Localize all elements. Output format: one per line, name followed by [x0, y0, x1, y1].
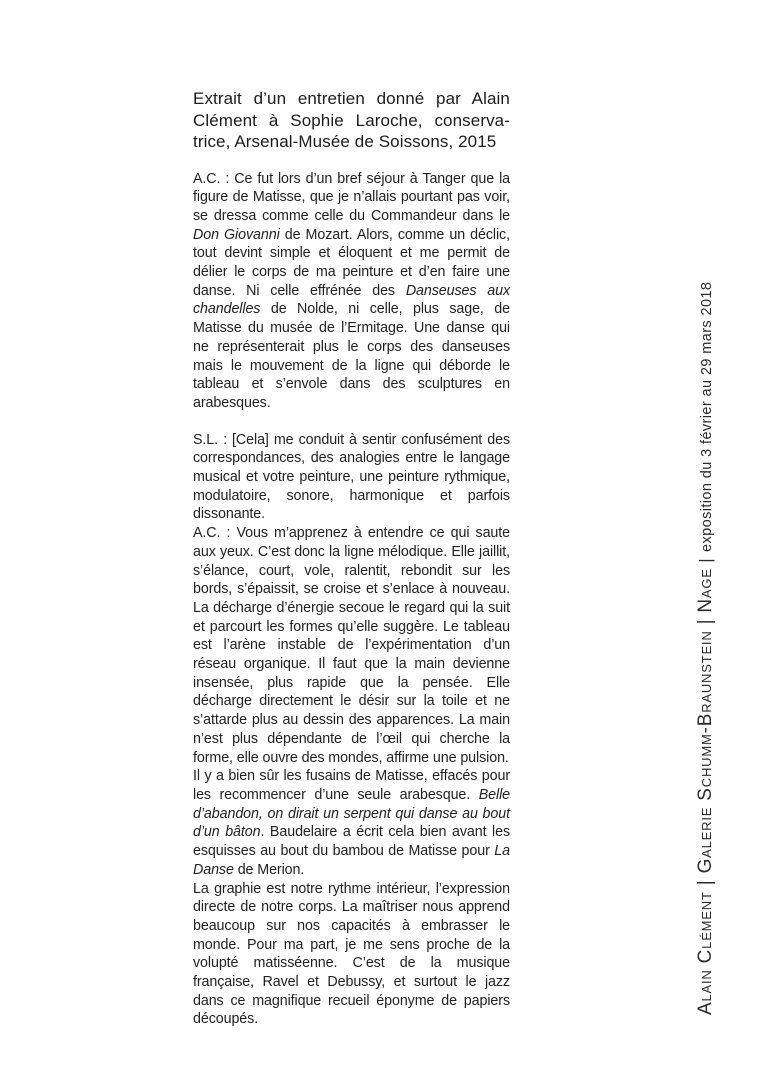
spine-separator: |: [696, 551, 715, 569]
text-segment: S.L. : [Cela] me conduit à sentir confusément des correspondances, des analogies entre le langage musical et votre peinture, une peinture rythmique, modulatoire, sonore, harmonique et parfois dissonante.: [193, 431, 510, 523]
paragraph: [193, 767, 510, 879]
title-line: trice, Arsenal-Musée de Soissons, 2015: [193, 132, 497, 151]
interview-article: [193, 88, 510, 1029]
spine-exhibition-dates: exposition du 3 février au 29 mars 2018: [699, 281, 715, 552]
paragraph: [193, 880, 510, 1030]
paragraph: [193, 524, 510, 767]
spine-vertical-text: [694, 281, 718, 1015]
title-line: Clément à Sophie Laroche, conserva-: [193, 110, 510, 130]
italic-text-segment: La Danse: [193, 843, 510, 878]
spine-artist-gallery-label: Alain Clément | Galerie Schumm-Braunstein | Nage: [695, 568, 716, 1015]
text-segment: de Mozart. Alors, comme un déclic, tout devint simple et éloquent et me permit de délier le corps de ma peinture et d’en faire une danse. Ni celle effrénée des: [193, 226, 510, 299]
article-body: [193, 170, 510, 1030]
text-segment: La graphie est notre rythme intérieur, l’expression directe de notre corps. La maîtriser nous apprend beaucoup sur nos capacités à embrasser le monde. Pour ma part, je me sens proche de la volupté matisséenne. C’est de la musique française, Ravel et Debussy, et surtout le jazz dans ce magnifique recueil éponyme de papiers découpés.: [193, 880, 510, 1028]
text-segment: . Baudelaire a écrit cela bien avant les esquisses au bout du bambou de Matisse pour: [193, 824, 510, 860]
text-segment: Il y a bien sûr les fusains de Matisse, effacés pour les recommencer d’une seule arabesque.: [193, 768, 510, 803]
italic-text-segment: Danseuses aux chandelles: [193, 282, 511, 318]
paragraph: [193, 170, 510, 413]
text-segment: de Nolde, ni celle, plus sage, de Matisse du musée de l’Ermitage. Une danse qui ne représenterait plus le corps des danseuses mais le mouvement de la ligne qui déborde le tableau et s’envole dans des sculptures en arabesques.: [193, 301, 510, 411]
text-segment: de Merion.: [233, 861, 305, 878]
text-segment: A.C. : Ce fut lors d’un bref séjour à Tanger que la figure de Matisse, que je n’allais pourtant pas voir, se dressa comme celle du Commandeur dans le: [193, 170, 510, 224]
italic-text-segment: Belle d’abandon, on dirait un serpent qui danse au bout d’un bâton: [193, 787, 510, 841]
title-line: Extrait d’un entretien donné par Alain: [193, 89, 510, 108]
paragraph: [193, 431, 510, 525]
text-segment: A.C. : Vous m’apprenez à entendre ce qui saute aux yeux. C’est donc la ligne mélodique. Elle jaillit, s’élance, court, vole, ralentit, rebondit sur les bords, s’épaissit, se croise et s’enlace à nouveau. La décharge d’énergie secoue le regard qui la suit et parcourt les formes qu’elle suggère. Le tableau est l’arène instable de l’expérimentation d’un réseau organique. Il faut que la main devienne insensée, plus rapide que la pensée. Elle décharge directement le désir sur la toile et ne s’attarde plus au dessin des apparences. La main n’est plus dépendante de l’œil qui cherche la forme, elle ouvre des mondes, affirme une pulsion.: [193, 525, 510, 766]
italic-text-segment: Don Giovanni: [193, 226, 280, 243]
article-title: [193, 88, 510, 153]
